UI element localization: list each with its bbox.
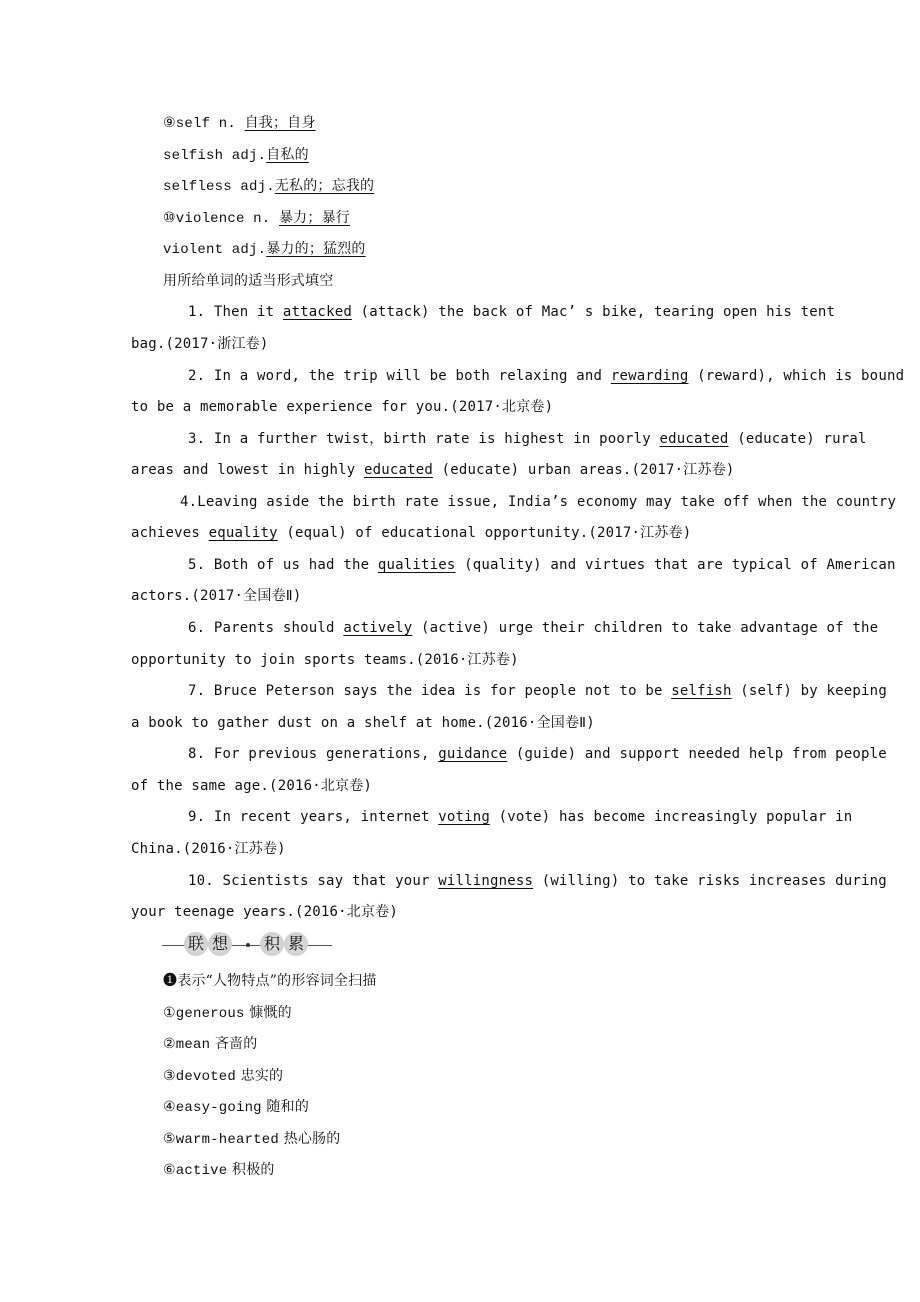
exercise-5 — [188, 555, 896, 575]
exercise-9-cont: China.(2016·江苏卷) — [131, 841, 286, 857]
answer-blank: selfish — [671, 683, 732, 699]
vocab-meaning: 暴力；暴行 — [278, 210, 350, 226]
adjective-word: devoted — [175, 1069, 236, 1085]
vocab-line — [163, 208, 350, 229]
vocab-word: violent adj. — [163, 242, 267, 258]
exercise-text: (self) by keeping — [731, 683, 887, 699]
exercise-text: (willing) to take risks increases during — [533, 873, 887, 889]
exercise-text: areas and lowest in highly — [131, 462, 364, 478]
vocab-meaning: 自我；自身 — [244, 115, 316, 131]
adjective-item — [163, 1129, 340, 1150]
adjective-word: active — [175, 1163, 228, 1179]
item-marker: ⑥ — [163, 1162, 176, 1178]
divider — [308, 945, 332, 946]
exercise-6-cont: opportunity to join sports teams.(2016·江苏卷) — [131, 652, 519, 668]
header-char: 联 — [184, 932, 208, 956]
exercise-text: 6. Parents should — [188, 620, 344, 636]
adjective-item — [163, 1034, 257, 1055]
adjective-item — [163, 1097, 309, 1118]
exercise-text: (reward), which is bound — [688, 368, 905, 384]
vocab-word: self n. — [175, 116, 245, 132]
exercise-8 — [188, 744, 887, 764]
vocab-meaning: 无私的；忘我的 — [274, 178, 375, 194]
exercise-text: (equal) of educational opportunity.(2017·江苏卷) — [277, 525, 692, 541]
adjective-item — [163, 1003, 292, 1024]
adjective-meaning: 吝啬的 — [210, 1036, 258, 1052]
item-marker: ③ — [163, 1068, 176, 1084]
item-marker: ⑩ — [163, 210, 176, 226]
answer-blank: educated — [659, 431, 729, 447]
exercise-text: (guide) and support needed help from people — [507, 746, 887, 762]
exercise-5-cont: actors.(2017·全国卷Ⅱ) — [131, 588, 302, 604]
exercise-2-cont: to be a memorable experience for you.(2017·北京卷) — [131, 399, 554, 415]
answer-blank: voting — [438, 809, 491, 825]
section-header — [162, 932, 334, 958]
adjective-meaning: 热心肠的 — [278, 1131, 341, 1147]
adjective-meaning: 积极的 — [227, 1162, 275, 1178]
header-char: 累 — [284, 932, 308, 956]
exercise-text: 10. Scientists say that your — [188, 873, 439, 889]
header-char: 积 — [260, 932, 284, 956]
exercise-10 — [188, 871, 887, 891]
exercise-8-cont: of the same age.(2016·北京卷) — [131, 778, 373, 794]
exercise-7 — [188, 681, 887, 701]
exercise-title: 用所给单词的适当形式填空 — [163, 273, 334, 289]
answer-blank: actively — [343, 620, 413, 636]
adjective-word: easy-going — [175, 1100, 262, 1116]
adjective-item — [163, 1160, 275, 1181]
answer-blank: equality — [208, 525, 278, 541]
adjective-meaning: 慷慨的 — [244, 1005, 292, 1021]
vocab-word: selfish adj. — [163, 148, 267, 164]
vocab-meaning: 自私的 — [266, 147, 309, 163]
exercise-1-cont: bag.(2017·浙江卷) — [131, 336, 269, 352]
adjective-word: mean — [175, 1037, 211, 1053]
answer-blank: educated — [363, 462, 434, 478]
exercise-text: 1. Then it — [188, 304, 283, 320]
vocab-word: selfless adj. — [163, 179, 275, 195]
exercise-10-cont: your teenage years.(2016·北京卷) — [131, 904, 398, 920]
exercise-text: 3. In a further twist，birth rate is highest in poorly — [188, 431, 660, 447]
exercise-text: (quality) and virtues that are typical of American — [455, 557, 896, 573]
answer-blank: guidance — [438, 746, 508, 762]
exercise-4-cont — [131, 523, 691, 543]
item-marker: ⑨ — [163, 115, 176, 131]
answer-blank: qualities — [377, 557, 456, 573]
exercise-text: 5. Both of us had the — [188, 557, 378, 573]
vocab-meaning: 暴力的；猛烈的 — [266, 241, 366, 257]
vocab-line — [163, 239, 366, 260]
exercise-text: 7. Bruce Peterson says the idea is for people not to be — [188, 683, 672, 699]
exercise-text: 9. In recent years, internet — [188, 809, 439, 825]
vocab-line — [163, 113, 316, 134]
exercise-text: (educate) urban areas.(2017·江苏卷) — [433, 462, 735, 478]
item-marker: ① — [163, 1005, 176, 1021]
bullet-dot — [246, 943, 250, 947]
exercise-text: 8. For previous generations, — [188, 746, 439, 762]
exercise-2 — [188, 366, 904, 386]
exercise-text: (active) urge their children to take advantage of the — [412, 620, 879, 636]
exercise-text: (educate) rural — [728, 431, 867, 447]
item-marker: ⑤ — [163, 1131, 176, 1147]
exercise-9 — [188, 807, 852, 827]
accumulation-title: ❶表示“人物特点”的形容词全扫描 — [163, 973, 377, 989]
vocab-line — [163, 176, 374, 197]
exercise-3-cont — [131, 460, 734, 480]
exercise-1 — [188, 302, 835, 322]
adjective-meaning: 随和的 — [261, 1099, 310, 1115]
answer-blank: willingness — [438, 873, 534, 889]
exercise-text: (attack) the back of Mac’ s bike, tearing open his tent — [351, 304, 836, 320]
vocab-line — [163, 145, 309, 166]
adjective-item — [163, 1066, 283, 1087]
adjective-word: generous — [175, 1006, 245, 1022]
adjective-meaning: 忠实的 — [235, 1068, 284, 1084]
header-char: 想 — [208, 932, 232, 956]
answer-blank: attacked — [282, 304, 352, 320]
item-marker: ④ — [163, 1099, 176, 1115]
exercise-3 — [188, 429, 867, 449]
exercise-4: 4.Leaving aside the birth rate issue, India’s economy may take off when the country — [180, 494, 897, 510]
item-marker: ② — [163, 1036, 176, 1052]
exercise-text: 2. In a word, the trip will be both relaxing and — [188, 368, 611, 384]
answer-blank: rewarding — [610, 368, 689, 384]
vocab-word: violence n. — [175, 211, 279, 227]
adjective-word: warm-hearted — [175, 1132, 279, 1148]
exercise-7-cont: a book to gather dust on a shelf at home.(2016·全国卷Ⅱ) — [131, 715, 595, 731]
exercise-text: achieves — [131, 525, 209, 541]
exercise-text: (vote) has become increasingly popular in — [490, 809, 853, 825]
exercise-6 — [188, 618, 878, 638]
